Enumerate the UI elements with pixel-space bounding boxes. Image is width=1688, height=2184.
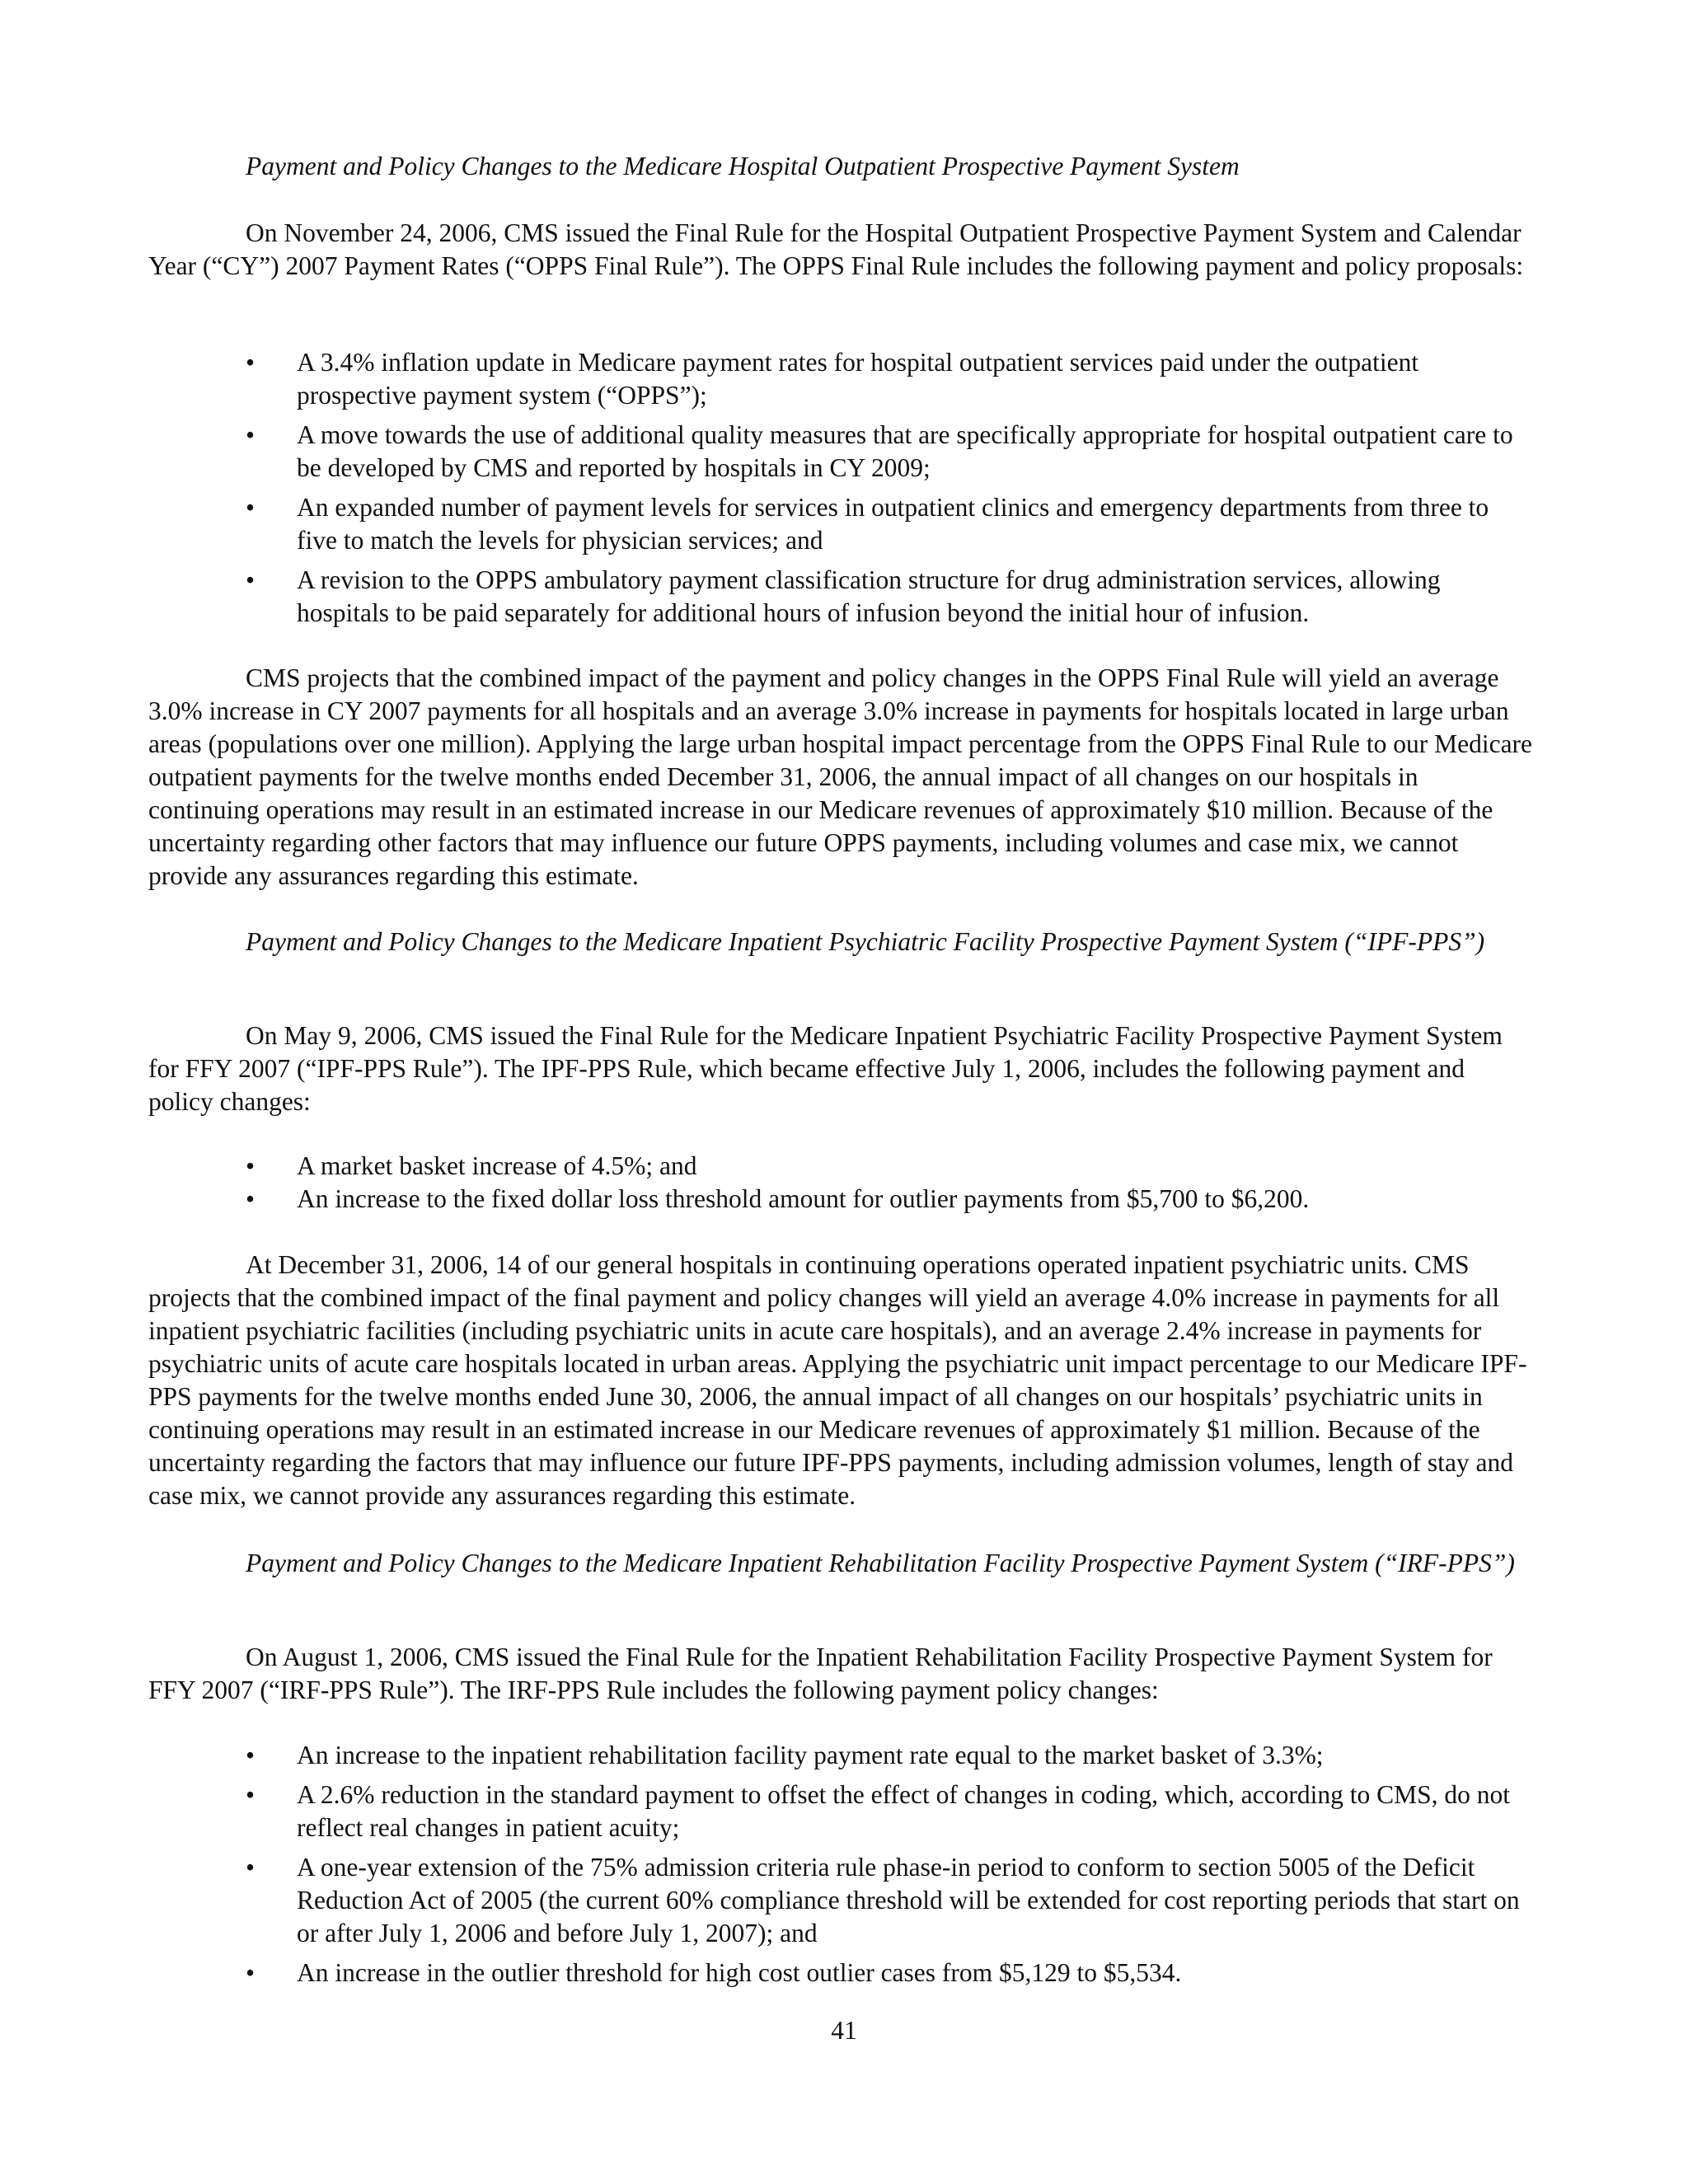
paragraph-irf-intro: On August 1, 2006, CMS issued the Final Rule for the Inpatient Rehabilitation Facility Prospective Payment System for FFY 2007 (“IRF-PPS Rule”). The IRF-PPS Rule includes the following payment policy changes: bbox=[148, 1643, 1493, 1704]
bullet-icon: • bbox=[246, 1780, 256, 1809]
list-item bbox=[148, 1779, 1533, 1844]
bullet-icon: • bbox=[246, 565, 256, 594]
bullet-icon: • bbox=[246, 420, 256, 449]
section-heading-irf: Payment and Policy Changes to the Medicare Inpatient Rehabilitation Facility Prospective Payment System (“IRF-PPS”) bbox=[246, 1549, 1515, 1577]
bullet-icon: • bbox=[246, 1741, 256, 1769]
bullet-icon: • bbox=[246, 1184, 256, 1213]
bullet-icon: • bbox=[246, 1958, 256, 1987]
list-item bbox=[148, 564, 1533, 630]
list-item bbox=[148, 491, 1533, 557]
bullet-list-irf bbox=[148, 1739, 1533, 1996]
list-item bbox=[148, 1739, 1533, 1772]
paragraph-opps-intro: On November 24, 2006, CMS issued the Final Rule for the Hospital Outpatient Prospective Payment System and Calendar Year (“CY”) 2007 Payment Rates (“OPPS Final Rule”). The OPPS Final Rule includes the following payment and policy proposals: bbox=[148, 218, 1524, 280]
list-item-text: A revision to the OPPS ambulatory payment classification structure for drug administration services, allowing hospitals to be paid separately for additional hours of infusion beyond the initial hour of infusion. bbox=[297, 565, 1441, 627]
list-item-text: A 2.6% reduction in the standard payment to offset the effect of changes in coding, which, according to CMS, do not reflect real changes in patient acuity; bbox=[297, 1780, 1510, 1842]
paragraph-opps-impact: CMS projects that the combined impact of the payment and policy changes in the OPPS Final Rule will yield an average 3.0% increase in CY 2007 payments for all hospitals and an average 3.0% increase in payments for hospitals located in large urban areas (populations over one million). Applying the large urban hospital impact percentage from the OPPS Final Rule to our Medicare outpatient payments for the twelve months ended December 31, 2006, the annual impact of all changes on our hospitals in continuing operations may result in an estimated increase in our Medicare revenues of approximately $10 million. Because of the uncertainty regarding other factors that may influence our future OPPS payments, including volumes and case mix, we cannot provide any assurances regarding this estimate. bbox=[148, 663, 1533, 890]
list-item bbox=[148, 1851, 1533, 1950]
list-item-text: A market basket increase of 4.5%; and bbox=[297, 1151, 697, 1180]
list-item bbox=[148, 346, 1533, 412]
bullet-icon: • bbox=[246, 1853, 256, 1882]
bullet-list-ipf bbox=[148, 1150, 1533, 1216]
bullet-icon: • bbox=[246, 1151, 256, 1180]
list-item-text: An increase to the inpatient rehabilitation facility payment rate equal to the market basket of 3.3%; bbox=[297, 1741, 1324, 1769]
section-heading-opps: Payment and Policy Changes to the Medicare Hospital Outpatient Prospective Payment System bbox=[246, 152, 1240, 180]
bullet-icon: • bbox=[246, 493, 256, 522]
bullet-icon: • bbox=[246, 348, 256, 377]
section-heading-ipf: Payment and Policy Changes to the Medicare Inpatient Psychiatric Facility Prospective Payment System (“IPF-PPS”) bbox=[246, 927, 1485, 956]
list-item bbox=[148, 419, 1533, 485]
list-item-text: An increase in the outlier threshold for high cost outlier cases from $5,129 to $5,534. bbox=[297, 1958, 1182, 1987]
list-item-text: A one-year extension of the 75% admission criteria rule phase-in period to conform to section 5005 of the Deficit Reduction Act of 2005 (the current 60% compliance threshold will be extended for cost reporting periods that start on or after July 1, 2006 and before July 1, 2007); and bbox=[297, 1853, 1520, 1947]
paragraph-ipf-intro: On May 9, 2006, CMS issued the Final Rule for the Medicare Inpatient Psychiatric Facility Prospective Payment System for FFY 2007 (“IPF-PPS Rule”). The IPF-PPS Rule, which became effective July 1, 2006, includes the following payment and policy changes: bbox=[148, 1021, 1503, 1116]
page-number: 41 bbox=[831, 2016, 857, 2045]
list-item bbox=[148, 1183, 1533, 1216]
list-item-text: An expanded number of payment levels for services in outpatient clinics and emergency departments from three to five to match the levels for physician services; and bbox=[297, 493, 1489, 555]
list-item-text: A 3.4% inflation update in Medicare payment rates for hospital outpatient services paid under the outpatient prospective payment system (“OPPS”); bbox=[297, 348, 1419, 410]
list-item-text: An increase to the fixed dollar loss threshold amount for outlier payments from $5,700 to $6,200. bbox=[297, 1184, 1310, 1213]
list-item-text: A move towards the use of additional quality measures that are specifically appropriate for hospital outpatient care to be developed by CMS and reported by hospitals in CY 2009; bbox=[297, 420, 1513, 482]
list-item bbox=[148, 1150, 1533, 1183]
list-item bbox=[148, 1957, 1533, 1990]
bullet-list-opps bbox=[148, 346, 1533, 636]
paragraph-ipf-impact: At December 31, 2006, 14 of our general hospitals in continuing operations operated inpatient psychiatric units. CMS projects that the combined impact of the final payment and policy changes will yield an average 4.0% increase in payments for all inpatient psychiatric facilities (including psychiatric units in acute care hospitals), and an average 2.4% increase in payments for psychiatric units of acute care hospitals located in urban areas. Applying the psychiatric unit impact percentage to our Medicare IPF-PPS payments for the twelve months ended June 30, 2006, the annual impact of all changes on our hospitals’ psychiatric units in continuing operations may result in an estimated increase in our Medicare revenues of approximately $1 million. Because of the uncertainty regarding the factors that may influence our future IPF-PPS payments, including admission volumes, length of stay and case mix, we cannot provide any assurances regarding this estimate. bbox=[148, 1250, 1527, 1510]
